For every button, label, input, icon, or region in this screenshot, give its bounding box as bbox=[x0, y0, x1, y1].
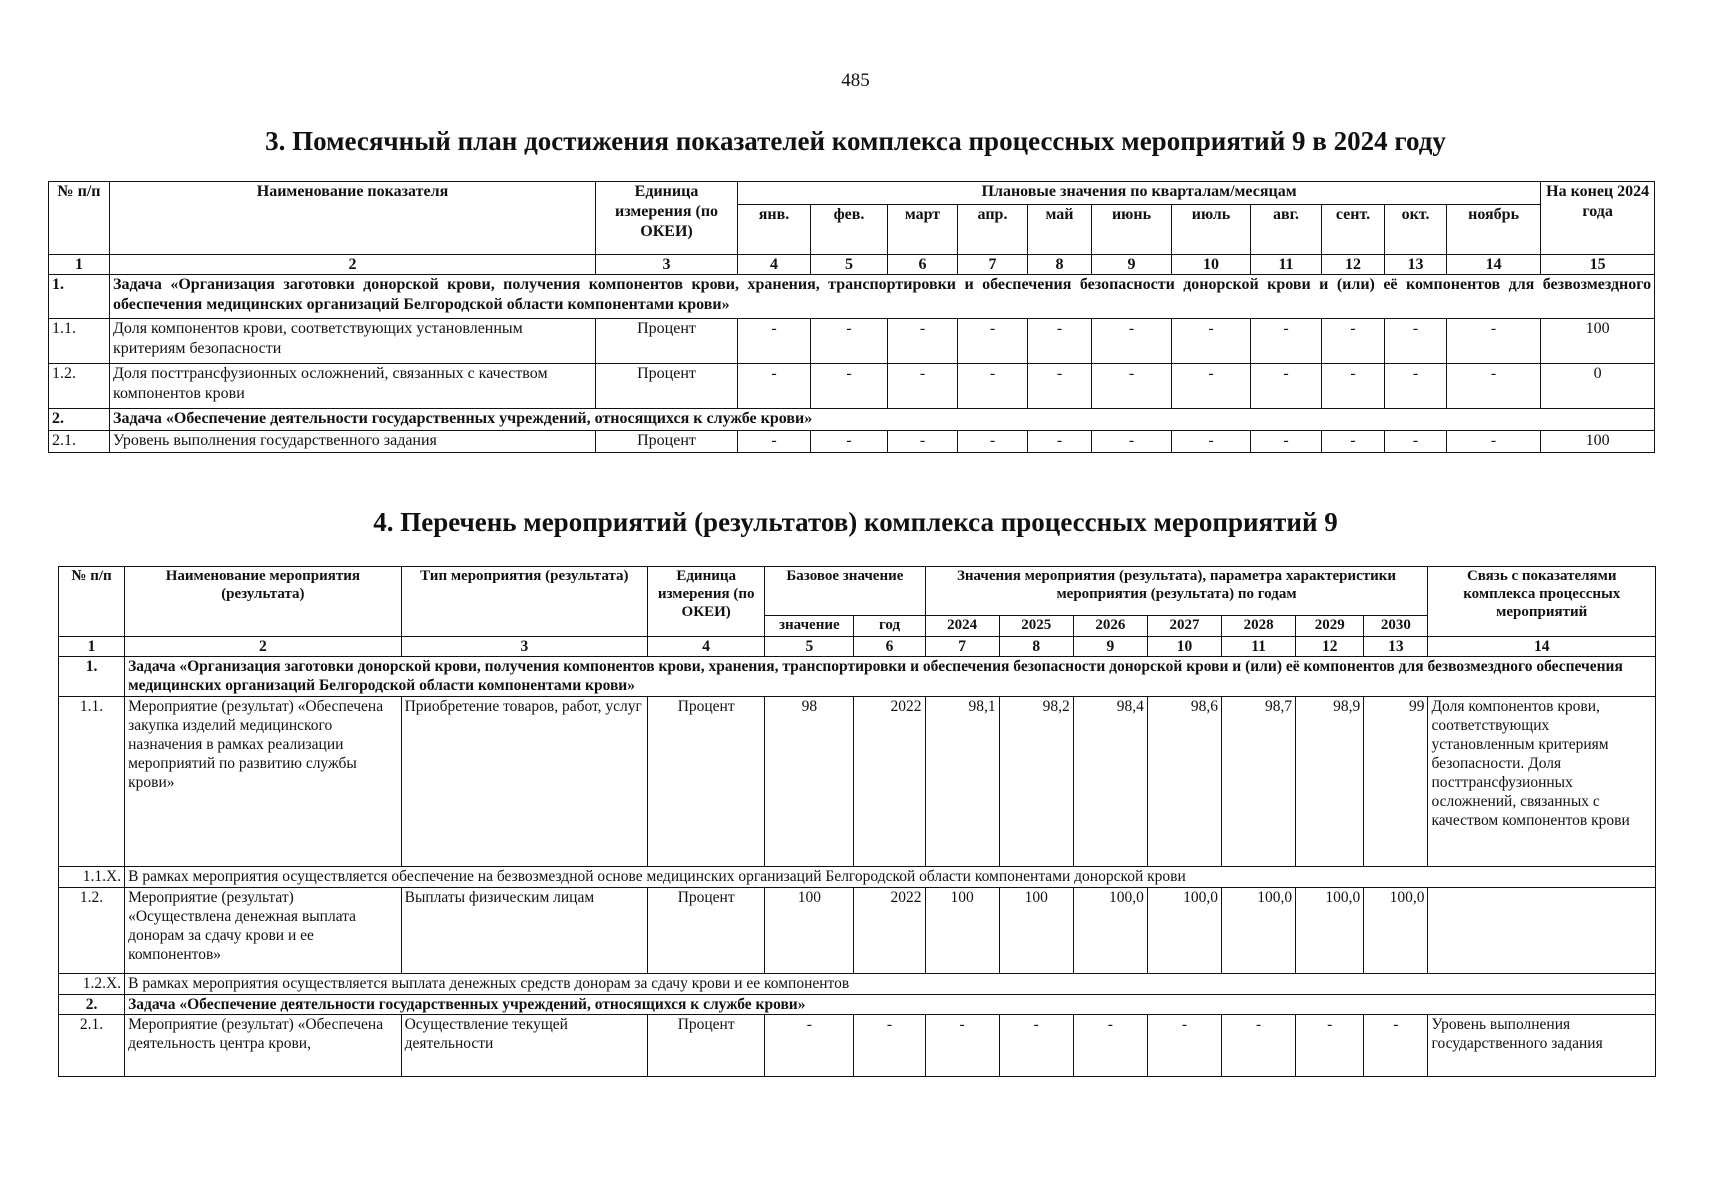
unit: Процент bbox=[648, 888, 765, 974]
col-number: 4 bbox=[648, 637, 765, 657]
header-row bbox=[59, 567, 1656, 616]
month-value: - bbox=[811, 364, 888, 409]
task-row bbox=[59, 995, 1656, 1015]
month-value: - bbox=[1251, 431, 1322, 453]
base-year: - bbox=[854, 1015, 925, 1077]
month-value: - bbox=[1322, 431, 1385, 453]
row-number: 2.1. bbox=[49, 431, 110, 453]
month-value: - bbox=[1385, 319, 1447, 364]
month-value: - bbox=[958, 319, 1028, 364]
col-number: 5 bbox=[811, 255, 888, 275]
row-number: 1.2.Х. bbox=[59, 974, 125, 995]
header-base: Базовое значение bbox=[765, 567, 925, 616]
unit: Процент bbox=[596, 319, 738, 364]
header-values: Значения мероприятия (результата), параметра характеристики мероприятия (результата) по годам bbox=[925, 567, 1428, 616]
col-number: 10 bbox=[1172, 255, 1251, 275]
col-number: 14 bbox=[1428, 637, 1656, 657]
col-number: 7 bbox=[958, 255, 1028, 275]
col-number: 10 bbox=[1147, 637, 1221, 657]
header-num: № п/п bbox=[59, 567, 125, 637]
year-value: 98,1 bbox=[925, 697, 999, 867]
month-value: - bbox=[1322, 319, 1385, 364]
header-unit: Единица измерения (по ОКЕИ) bbox=[596, 182, 738, 255]
col-number: 13 bbox=[1385, 255, 1447, 275]
col-number: 9 bbox=[1092, 255, 1172, 275]
month-header: сент. bbox=[1322, 205, 1385, 255]
month-value: - bbox=[1172, 319, 1251, 364]
task-text: Задача «Обеспечение деятельности государственных учреждений, относящихся к службе крови» bbox=[110, 409, 1655, 431]
end-value: 100 bbox=[1541, 319, 1655, 364]
column-numbers-row bbox=[49, 255, 1655, 275]
row-number: 2.1. bbox=[59, 1015, 125, 1077]
header-row bbox=[49, 182, 1655, 205]
activity-name: Мероприятие (результат) «Обеспечена деятельность центра крови, bbox=[125, 1015, 402, 1077]
col-number: 8 bbox=[999, 637, 1073, 657]
month-value: - bbox=[888, 319, 958, 364]
activity-type: Приобретение товаров, работ, услуг bbox=[401, 697, 647, 867]
unit: Процент bbox=[648, 697, 765, 867]
month-value: - bbox=[1322, 364, 1385, 409]
year-value: 100,0 bbox=[1364, 888, 1428, 974]
year-value: 98,2 bbox=[999, 697, 1073, 867]
year-value: 98,6 bbox=[1147, 697, 1221, 867]
year-value: 100 bbox=[925, 888, 999, 974]
year-value: - bbox=[1296, 1015, 1364, 1077]
linked-indicators: Доля компонентов крови, соответствующих установленным критериям безопасности. Доля посттрансфузионных осложнений, связанных с качеством компонентов крови bbox=[1428, 697, 1656, 867]
activities-table bbox=[58, 566, 1656, 1077]
month-value: - bbox=[1385, 431, 1447, 453]
indicator-row bbox=[49, 319, 1655, 364]
year-value: 99 bbox=[1364, 697, 1428, 867]
month-header: ноябрь bbox=[1447, 205, 1541, 255]
activity-name: Мероприятие (результат) «Осуществлена денежная выплата донорам за сдачу крови и ее компонентов» bbox=[125, 888, 402, 974]
month-header: май bbox=[1028, 205, 1092, 255]
month-header: фев. bbox=[811, 205, 888, 255]
base-value: - bbox=[765, 1015, 854, 1077]
activity-row bbox=[59, 1015, 1656, 1077]
month-value: - bbox=[1092, 364, 1172, 409]
month-header: окт. bbox=[1385, 205, 1447, 255]
end-value: 0 bbox=[1541, 364, 1655, 409]
base-year: 2022 bbox=[854, 888, 925, 974]
month-value: - bbox=[738, 431, 811, 453]
task-text: Задача «Обеспечение деятельности государственных учреждений, относящихся к службе крови» bbox=[125, 995, 1656, 1015]
col-number: 3 bbox=[401, 637, 647, 657]
row-number: 1.1.Х. bbox=[59, 867, 125, 888]
month-value: - bbox=[888, 364, 958, 409]
base-value: 98 bbox=[765, 697, 854, 867]
month-value: - bbox=[1385, 364, 1447, 409]
col-number: 6 bbox=[854, 637, 925, 657]
year-value: - bbox=[1222, 1015, 1296, 1077]
month-header: июль bbox=[1172, 205, 1251, 255]
month-value: - bbox=[1251, 319, 1322, 364]
month-value: - bbox=[811, 319, 888, 364]
row-number: 1.2. bbox=[49, 364, 110, 409]
header-unit: Единица измерения (по ОКЕИ) bbox=[648, 567, 765, 637]
activity-note: В рамках мероприятия осуществляется обеспечение на безвозмездной основе медицинских организаций Белгородской области компонентами донорской крови bbox=[125, 867, 1656, 888]
activity-row bbox=[59, 888, 1656, 974]
year-value: 98,7 bbox=[1222, 697, 1296, 867]
col-number: 5 bbox=[765, 637, 854, 657]
linked-indicators bbox=[1428, 888, 1656, 974]
activity-note-row bbox=[59, 867, 1656, 888]
month-value: - bbox=[1447, 431, 1541, 453]
indicator-name: Уровень выполнения государственного задания bbox=[110, 431, 596, 453]
year-value: 98,9 bbox=[1296, 697, 1364, 867]
col-number: 12 bbox=[1296, 637, 1364, 657]
section-3-title: 3. Помесячный план достижения показателей комплекса процессных мероприятий 9 в 2024 году bbox=[265, 126, 1446, 156]
header-base-year: год bbox=[854, 616, 925, 637]
month-value: - bbox=[958, 364, 1028, 409]
header-planned: Плановые значения по кварталам/месяцам bbox=[738, 182, 1541, 205]
col-number: 7 bbox=[925, 637, 999, 657]
month-value: - bbox=[1447, 319, 1541, 364]
header-name: Наименование показателя bbox=[110, 182, 596, 255]
month-value: - bbox=[738, 319, 811, 364]
year-value: - bbox=[999, 1015, 1073, 1077]
year-value: 98,4 bbox=[1073, 697, 1147, 867]
indicator-row bbox=[49, 364, 1655, 409]
year-value: 100 bbox=[999, 888, 1073, 974]
col-number: 15 bbox=[1541, 255, 1655, 275]
unit: Процент bbox=[596, 431, 738, 453]
task-number: 1. bbox=[49, 275, 110, 319]
year-header: 2028 bbox=[1222, 616, 1296, 637]
year-value: 100,0 bbox=[1073, 888, 1147, 974]
task-text: Задача «Организация заготовки донорской крови, получения компонентов крови, хранения, транспортировки и обеспечения безопасности донорской крови и (или) её компонентов для безвозмездного обеспечения медицинских организаций Белгородской области компонентами крови» bbox=[110, 275, 1655, 319]
year-header: 2026 bbox=[1073, 616, 1147, 637]
col-number: 12 bbox=[1322, 255, 1385, 275]
activity-type: Осуществление текущей деятельности bbox=[401, 1015, 647, 1077]
col-number: 9 bbox=[1073, 637, 1147, 657]
month-header: апр. bbox=[958, 205, 1028, 255]
month-value: - bbox=[738, 364, 811, 409]
activity-row bbox=[59, 697, 1656, 867]
month-value: - bbox=[1028, 431, 1092, 453]
monthly-plan-table bbox=[48, 181, 1655, 453]
year-value: - bbox=[1364, 1015, 1428, 1077]
activity-type: Выплаты физическим лицам bbox=[401, 888, 647, 974]
header-base-value: значение bbox=[765, 616, 854, 637]
year-value: - bbox=[925, 1015, 999, 1077]
month-header: март bbox=[888, 205, 958, 255]
activity-note-row bbox=[59, 974, 1656, 995]
header-end: На конец 2024 года bbox=[1541, 182, 1655, 255]
header-name: Наименование мероприятия (результата) bbox=[125, 567, 402, 637]
page-number: 485 bbox=[841, 70, 870, 91]
year-value: - bbox=[1147, 1015, 1221, 1077]
col-number: 11 bbox=[1222, 637, 1296, 657]
column-numbers-row bbox=[59, 637, 1656, 657]
unit: Процент bbox=[648, 1015, 765, 1077]
month-value: - bbox=[1251, 364, 1322, 409]
row-number: 1.1. bbox=[49, 319, 110, 364]
month-value: - bbox=[1028, 319, 1092, 364]
activity-note: В рамках мероприятия осуществляется выплата денежных средств донорам за сдачу крови и ее компонентов bbox=[125, 974, 1656, 995]
year-header: 2025 bbox=[999, 616, 1073, 637]
month-value: - bbox=[958, 431, 1028, 453]
month-header: июнь bbox=[1092, 205, 1172, 255]
header-type: Тип мероприятия (результата) bbox=[401, 567, 647, 637]
month-value: - bbox=[1092, 431, 1172, 453]
base-value: 100 bbox=[765, 888, 854, 974]
linked-indicators: Уровень выполнения государственного задания bbox=[1428, 1015, 1656, 1077]
task-text: Задача «Организация заготовки донорской крови, получения компонентов крови, хранения, транспортировки и обеспечения безопасности донорской крови и (или) её компонентов для безвозмездного обеспечения медицинских организаций Белгородской области компонентами крови» bbox=[125, 657, 1656, 697]
col-number: 4 bbox=[738, 255, 811, 275]
indicator-name: Доля посттрансфузионных осложнений, связанных с качеством компонентов крови bbox=[110, 364, 596, 409]
col-number: 8 bbox=[1028, 255, 1092, 275]
task-row bbox=[59, 657, 1656, 697]
col-number: 2 bbox=[110, 255, 596, 275]
task-number: 1. bbox=[59, 657, 125, 697]
col-number: 2 bbox=[125, 637, 402, 657]
indicator-row bbox=[49, 431, 1655, 453]
indicator-name: Доля компонентов крови, соответствующих установленным критериям безопасности bbox=[110, 319, 596, 364]
year-value: 100,0 bbox=[1222, 888, 1296, 974]
end-value: 100 bbox=[1541, 431, 1655, 453]
task-number: 2. bbox=[49, 409, 110, 431]
year-value: 100,0 bbox=[1147, 888, 1221, 974]
activity-name: Мероприятие (результат) «Обеспечена закупка изделий медицинского назначения в рамках реализации мероприятий по развитию службы крови» bbox=[125, 697, 402, 867]
col-number: 13 bbox=[1364, 637, 1428, 657]
month-value: - bbox=[1028, 364, 1092, 409]
task-row bbox=[49, 275, 1655, 319]
month-value: - bbox=[888, 431, 958, 453]
col-number: 3 bbox=[596, 255, 738, 275]
year-value: 100,0 bbox=[1296, 888, 1364, 974]
col-number: 1 bbox=[49, 255, 110, 275]
header-num: № п/п bbox=[49, 182, 110, 255]
month-value: - bbox=[811, 431, 888, 453]
month-value: - bbox=[1447, 364, 1541, 409]
header-link: Связь с показателями комплекса процессных мероприятий bbox=[1428, 567, 1656, 637]
month-value: - bbox=[1172, 431, 1251, 453]
section-4-title: 4. Перечень мероприятий (результатов) комплекса процессных мероприятий 9 bbox=[373, 507, 1338, 537]
month-value: - bbox=[1092, 319, 1172, 364]
year-header: 2029 bbox=[1296, 616, 1364, 637]
month-header: авг. bbox=[1251, 205, 1322, 255]
month-value: - bbox=[1172, 364, 1251, 409]
row-number: 1.1. bbox=[59, 697, 125, 867]
unit: Процент bbox=[596, 364, 738, 409]
base-year: 2022 bbox=[854, 697, 925, 867]
row-number: 1.2. bbox=[59, 888, 125, 974]
col-number: 1 bbox=[59, 637, 125, 657]
year-header: 2030 bbox=[1364, 616, 1428, 637]
col-number: 6 bbox=[888, 255, 958, 275]
year-header: 2027 bbox=[1147, 616, 1221, 637]
col-number: 14 bbox=[1447, 255, 1541, 275]
task-number: 2. bbox=[59, 995, 125, 1015]
task-row bbox=[49, 409, 1655, 431]
year-header: 2024 bbox=[925, 616, 999, 637]
month-header: янв. bbox=[738, 205, 811, 255]
year-value: - bbox=[1073, 1015, 1147, 1077]
col-number: 11 bbox=[1251, 255, 1322, 275]
